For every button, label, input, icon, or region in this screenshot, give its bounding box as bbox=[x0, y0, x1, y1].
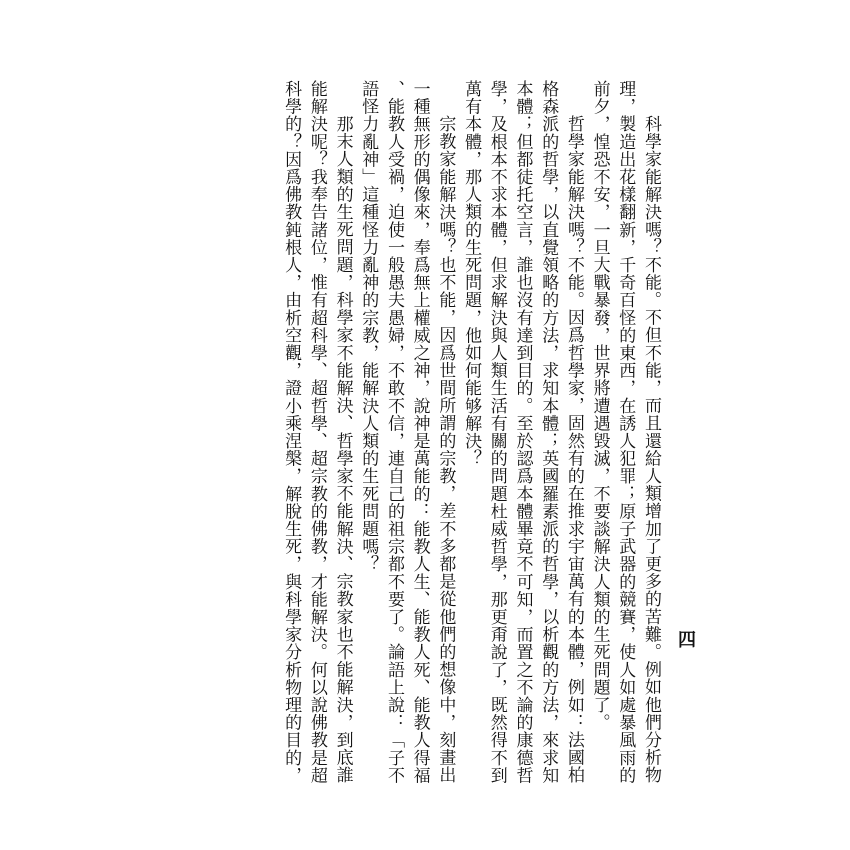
text-line: 能解決呢？我奉告諸位，惟有超科學、超哲學、超宗教的佛教，才能解決。何以說佛教是超 bbox=[306, 80, 327, 784]
text-line: 科學的？因爲佛教鈍根人，由析空觀，證小乘涅槃，解脫生死，與科學家分析物理的目的， bbox=[281, 80, 302, 784]
text-line: 學，及根本不求本體，但求解決與人類生活有關的問題杜威哲學，那更甭說了，既然得不到 bbox=[486, 80, 507, 784]
text-line: 語怪力亂神」這種怪力亂神的宗教，能解決人類的生死問題嗎？ bbox=[358, 80, 379, 573]
page-number: 四 bbox=[675, 630, 696, 648]
text-line: 本體；但都徒托空言，誰也沒有達到目的。至於認爲本體畢竟不可知，而置之不論的康德哲 bbox=[512, 80, 533, 784]
text-line: 前夕，惶恐不安，一旦大戰暴發，世界將遭遇毀滅，不要談解決人類的生死問題了。 bbox=[589, 80, 610, 732]
paragraph-first-line: 那末人類的生死問題，科學家不能解決、哲學家不能解決、宗教家也不能解決，到底誰 bbox=[332, 115, 353, 784]
paragraph-first-line: 哲學家能解決嗎？不能。因爲哲學家，固然有的在推求宇宙萬有的本體，例如：法國柏 bbox=[563, 115, 584, 784]
text-line: 、能教人受禍，迫使一般愚夫愚婦，不敢不信，連自己的祖宗都不要了。論語上說：「子不 bbox=[383, 80, 404, 784]
text-line: 格森派的哲學，以直覺領略的方法，求知本體；英國羅素派的哲學，以析觀的方法，來求知 bbox=[538, 80, 559, 784]
text-line: 萬有本體，那人類的生死問題，他如何能够解決？ bbox=[461, 80, 482, 468]
paragraph-first-line: 宗教家能解決嗎？也不能，因爲世間所謂的宗教，差不多都是從他們的想像中，刻畫出 bbox=[435, 115, 456, 784]
text-line: 理，製造出花樣翻新，千奇百怪的東西，在誘人犯罪；原子武器的競賽，使人如處暴風雨的 bbox=[615, 80, 636, 784]
paragraph-first-line: 科學家能解決嗎？不能。不但不能，而且還給人類增加了更多的苦難。例如他們分析物 bbox=[641, 115, 661, 784]
text-line: 一種無形的偶像來，奉爲無上權威之神，說神是萬能的：能教人生、能教人死、能教人得福 bbox=[409, 80, 430, 784]
vertical-text-body bbox=[277, 80, 663, 800]
